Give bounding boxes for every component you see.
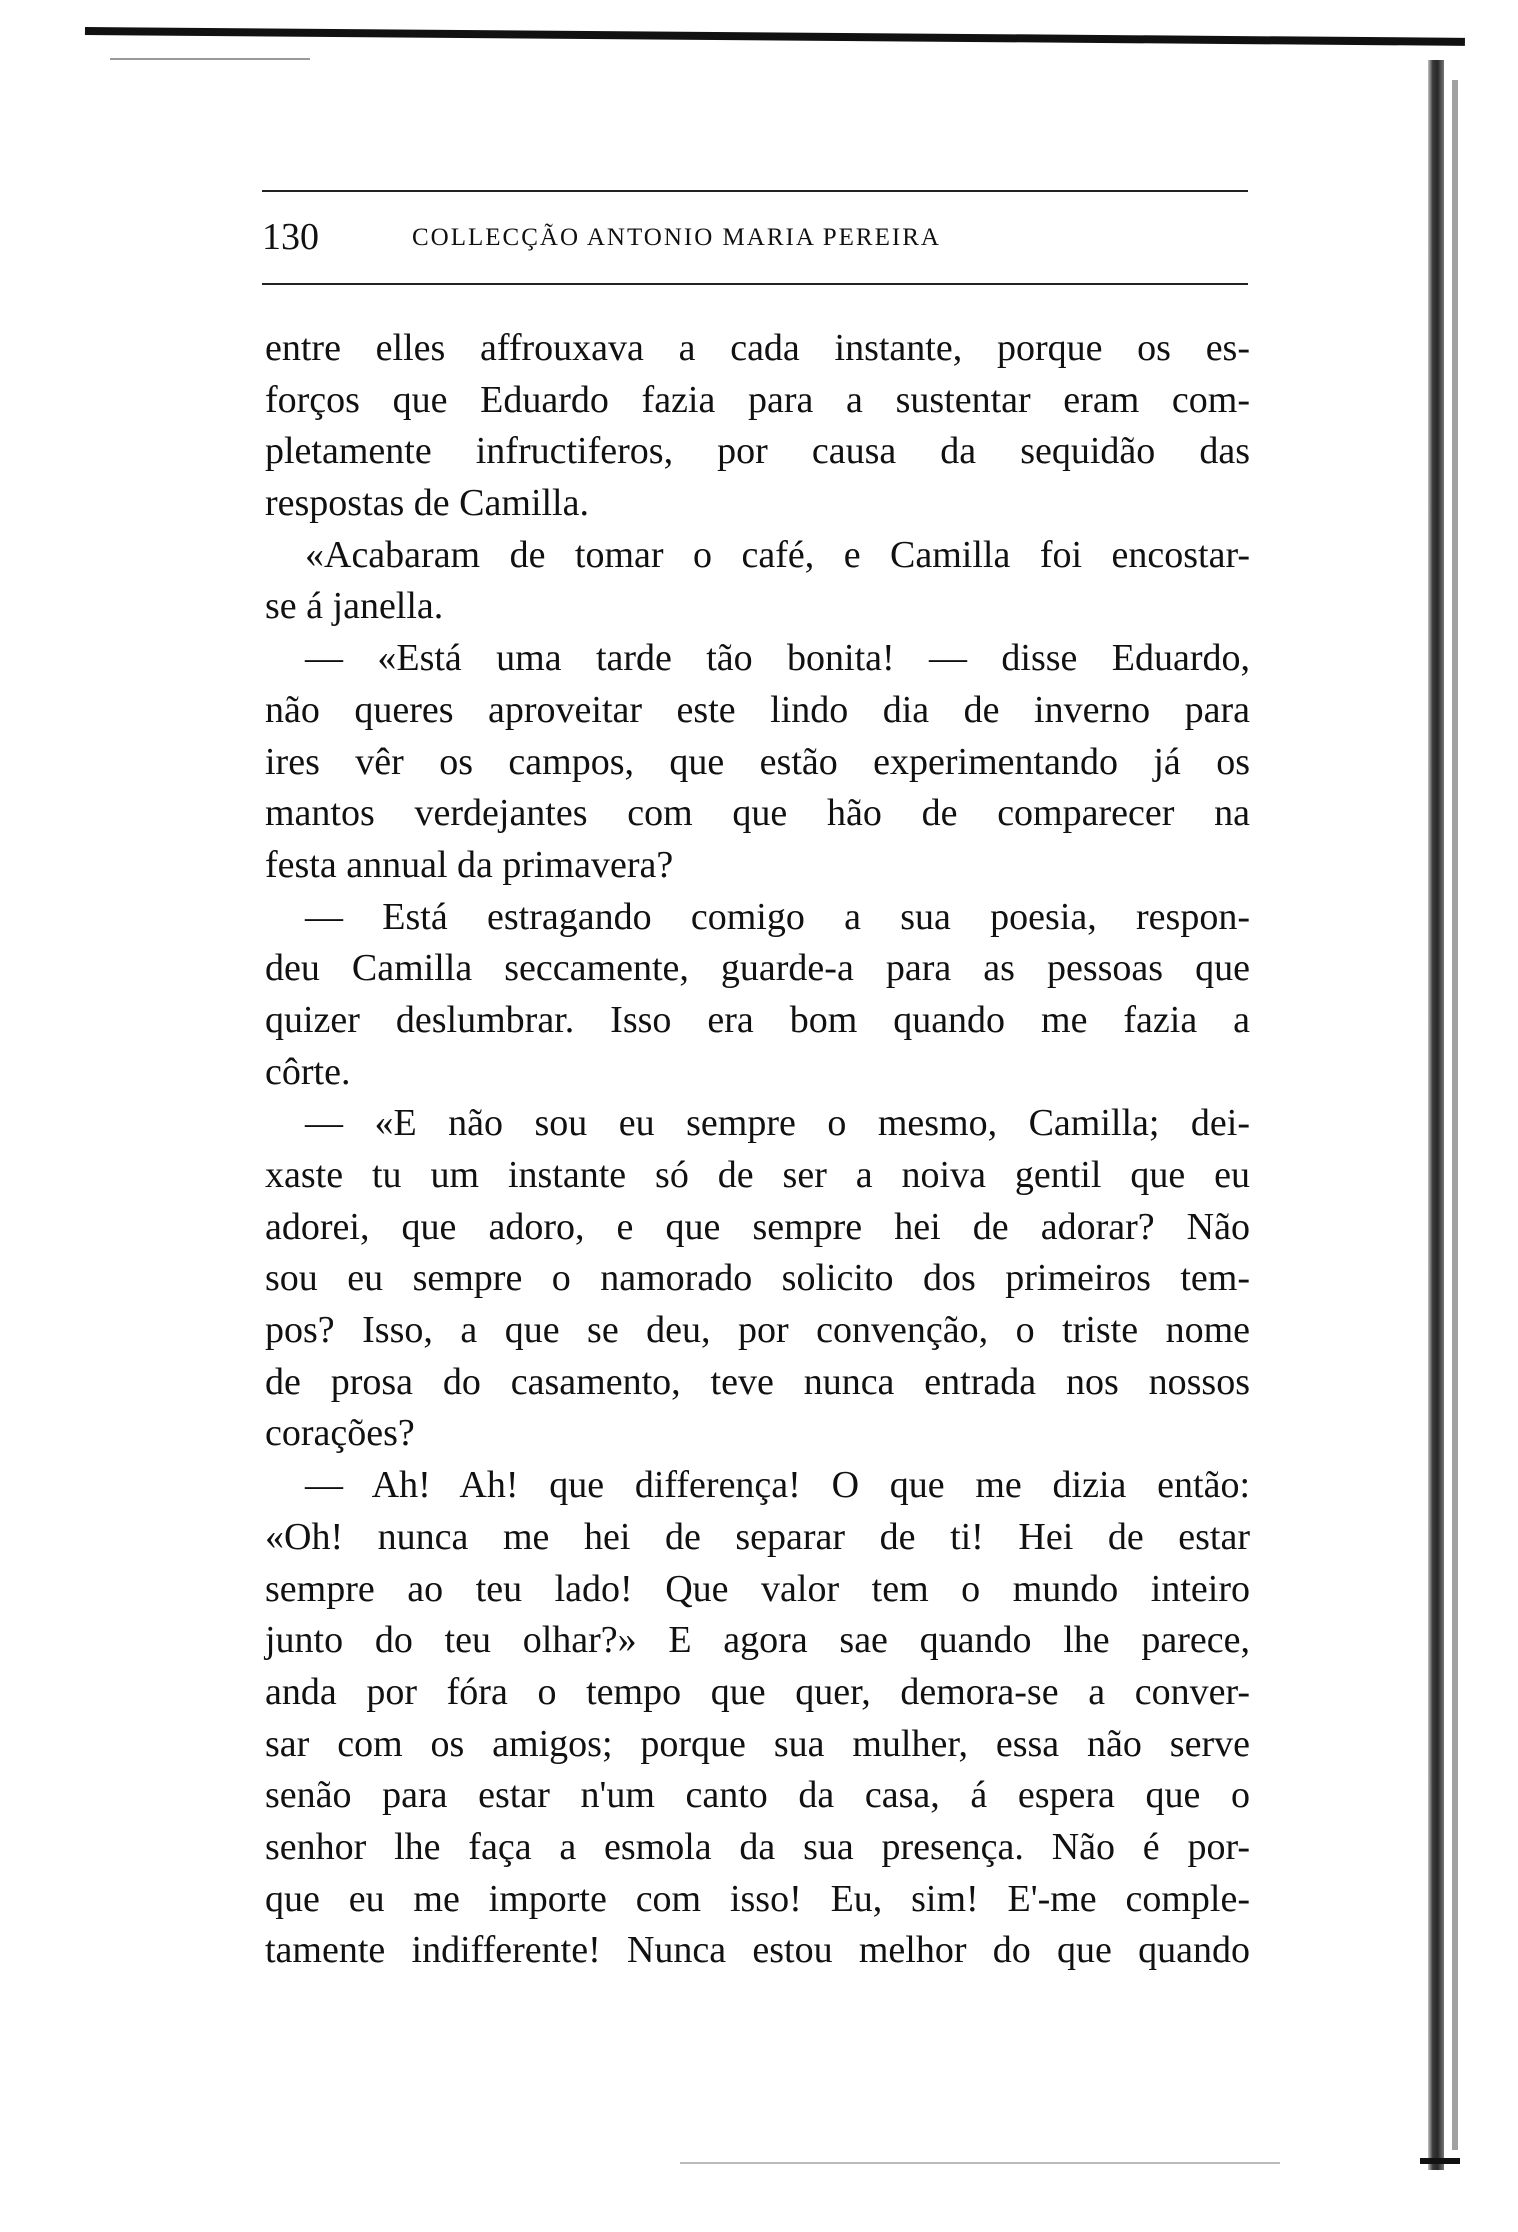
page-edge-mark [110, 58, 310, 60]
text-line: sar com os amigos; porque sua mulher, essa não serve [265, 1722, 1250, 1765]
header-rule-bottom [262, 283, 1248, 285]
text-line: sou eu sempre o namorado solicito dos primeiros tem- [265, 1257, 1250, 1300]
text-line: entre elles affrouxava a cada instante, porque os es- [265, 327, 1250, 369]
page-header [262, 212, 1248, 262]
text-line: junto do teu olhar?» E agora sae quando lhe parece, [265, 1619, 1250, 1662]
text-line: tamente indifferente! Nunca estou melhor do que quando [265, 1929, 1250, 1972]
text-line: adorei, que adoro, e que sempre hei de adorar? Não [265, 1205, 1250, 1248]
text-line: — «E não sou eu sempre o mesmo, Camilla; dei- [305, 1102, 1250, 1145]
text-line: «Oh! nunca me hei de separar de ti! Hei de estar [265, 1515, 1250, 1558]
text-line: quizer deslumbrar. Isso era bom quando me fazia a [265, 998, 1250, 1041]
text-line: sempre ao teu lado! Que valor tem o mundo inteiro [265, 1567, 1250, 1610]
text-line: que eu me importe com isso! Eu, sim! E'-me comple- [265, 1877, 1250, 1920]
book-spine-shadow [1452, 80, 1458, 2150]
text-line: côrte. [265, 1050, 351, 1093]
text-line: xaste tu um instante só de ser a noiva gentil que eu [265, 1154, 1250, 1196]
text-line: se á janella. [265, 585, 444, 628]
text-line: anda por fóra o tempo que quer, demora-se a conver- [265, 1670, 1250, 1713]
text-line: senão para estar n'um canto da casa, á espera que o [265, 1774, 1250, 1817]
page-bottom-mark [680, 2162, 1280, 2164]
text-line: não queres aproveitar este lindo dia de inverno para [265, 688, 1250, 731]
text-line: ires vêr os campos, que estão experimentando já os [265, 740, 1250, 783]
running-head: COLLECÇÃO ANTONIO MARIA PEREIRA [412, 224, 941, 251]
text-line: senhor lhe faça a esmola da sua presença. Não é por- [265, 1825, 1250, 1868]
text-line: — Está estragando comigo a sua poesia, respon- [305, 895, 1250, 938]
text-line: festa annual da primavera? [265, 843, 674, 886]
text-line: de prosa do casamento, teve nunca entrada nos nossos [265, 1360, 1250, 1403]
text-line: pos? Isso, a que se deu, por convenção, o triste nome [265, 1309, 1250, 1352]
text-line: deu Camilla seccamente, guarde-a para as pessoas que [265, 947, 1250, 990]
page-top-edge [85, 27, 1465, 46]
text-line: «Acabaram de tomar o café, e Camilla foi encostar- [305, 533, 1250, 576]
text-line: respostas de Camilla. [265, 482, 589, 525]
body-text [265, 323, 1250, 1977]
text-line: — Ah! Ah! que differença! O que me dizia então: [305, 1464, 1250, 1507]
page-number: 130 [262, 216, 319, 258]
text-line: corações? [265, 1412, 415, 1455]
text-line: — «Está uma tarde tão bonita! — disse Eduardo, [305, 637, 1250, 680]
book-spine-edge [1428, 60, 1444, 2170]
text-line: forços que Eduardo fazia para a sustentar eram com- [265, 378, 1250, 421]
text-line: mantos verdejantes com que hão de comparecer na [265, 792, 1250, 835]
header-rule-top [262, 190, 1248, 192]
text-line: pletamente infructiferos, por causa da sequidão das [265, 430, 1250, 473]
page-bottom-edge [1420, 2158, 1460, 2164]
